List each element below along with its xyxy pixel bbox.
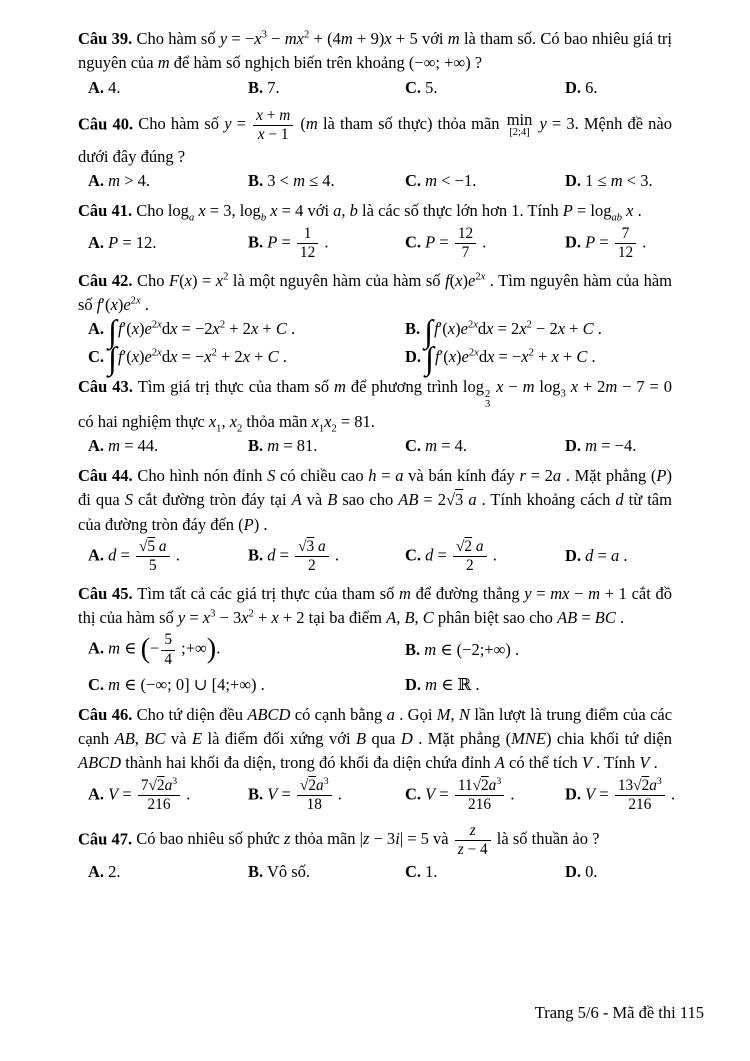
option-B: B. 7. — [248, 77, 280, 97]
option-D: D. 0. — [565, 862, 598, 882]
question-stem — [78, 703, 672, 776]
question-text: Tìm tất cả các giá trị thực của tham số m để đường thẳng y = mx − m + 1 cắt đồ thị của hàm số $y = x^3 - 3x^2 + x + 2$ tại ba điểm A, B, C phân biệt sao cho AB = BC . — [78, 583, 672, 628]
question — [78, 582, 672, 697]
option-C: C. m < −1. — [405, 171, 477, 191]
option-C: C. V = $\frac{11√2a^3}{216}$ . — [405, 775, 515, 813]
option-D: D. $\int f'(x)e^{2x}dx = -x^2 + x + C$ . — [405, 339, 596, 376]
option-B: B. $\int f'(x)e^{2x}dx = 2x^2 - 2x + C$ . — [405, 312, 602, 349]
option-D: D. m ∈ ℝ . — [405, 674, 480, 694]
option-A: A. 2. — [88, 862, 121, 882]
question-number: Câu 41. — [78, 201, 137, 221]
option-D: D. m = −4. — [565, 435, 637, 455]
question-stem — [78, 582, 672, 631]
option-D: D. d = a . — [565, 546, 628, 566]
option-A: A. m ∈ (− $\frac{5}{4}$ ;+∞). — [88, 631, 221, 668]
option-A: A. d = $\frac{√5 a}{5}$ . — [88, 537, 180, 574]
option-B: B. P = $\frac{1}{12}$ . — [248, 224, 329, 261]
question — [78, 375, 672, 458]
option-A: A. 4. — [88, 77, 121, 97]
question-text: Có bao nhiêu số phức z thỏa mãn |z − 3i| = 5 và $\frac{z}{z - 4}$ là số thuần ảo ? — [136, 821, 600, 858]
option-D: D. V = $\frac{13√2a^3}{216}$ . — [565, 775, 676, 813]
option-C: C. m = 4. — [405, 435, 468, 455]
question — [78, 464, 672, 576]
question-text: Cho $F(x) = x^2$ là một nguyên hàm của hàm số $f(x)e^{2x}$ . Tìm nguyên hàm của hàm số $f'(x)e^{2x}$ . — [78, 270, 672, 315]
option-C: C. 1. — [405, 862, 438, 882]
question-stem — [78, 464, 672, 537]
question-text: Cho tứ diện đều ABCD có cạnh bằng a . Gọi M, N lần lượt là trung điểm của các cạnh AB, BC và E là điểm đối xứng với B qua D . Mặt phẳng (MNE) chia khối tứ diện ABCD thành hai khối đa diện, trong đó khối đa diện chứa đỉnh A có thể tích V . Tính V . — [78, 704, 673, 773]
question-text: Cho $\log_a x = 3$, $\log_b x = 4$ với a, b là các số thực lớn hơn 1. Tính $P = \log_{ab} x$ . — [136, 201, 642, 224]
question — [78, 106, 672, 194]
question — [78, 27, 672, 100]
question-text: Cho hình nón đỉnh S có chiều cao h = a và bán kính đáy r = 2a . Mặt phẳng (P) đi qua S cắt đường tròn đáy tại A và B sao cho AB = 2√3 a . Tính khoảng cách d từ tâm của đường tròn đáy đến (P) . — [78, 466, 673, 534]
question-options — [88, 630, 672, 696]
option-C: C. m ∈ (−∞; 0] ∪ [4;+∞) . — [88, 674, 265, 694]
option-A: A. $\int f'(x)e^{2x}dx = -2x^2 + 2x + C$ . — [88, 312, 296, 349]
option-A: A. m = 44. — [88, 435, 159, 455]
question-stem — [78, 199, 672, 223]
question-stem — [78, 106, 672, 169]
question-text: Cho hàm số $y = -x^3 - mx^2 + (4m + 9)x + 5$ với m là tham số. Có bao nhiêu giá trị nguyên của m để hàm số nghịch biến trên khoảng (−∞; +∞) ? — [78, 29, 672, 73]
question-number: Câu 42. — [78, 270, 137, 290]
option-B: B. 3 < m ≤ 4. — [248, 171, 335, 191]
option-A: A. m > 4. — [88, 171, 151, 191]
option-C: C. $\int f'(x)e^{2x}dx = -x^2 + 2x + C$ . — [88, 339, 287, 376]
option-A: A. V = $\frac{7√2a^3}{216}$ . — [88, 775, 191, 813]
question-number: Câu 39. — [78, 29, 137, 48]
option-B: B. d = $\frac{√3 a}{2}$ . — [248, 537, 339, 574]
question — [78, 269, 672, 376]
option-B: B. m = 81. — [248, 435, 318, 455]
question-stem — [78, 27, 672, 76]
question-text: Tìm giá trị thực của tham số m để phương trình log 2 3 x − m $\log_3 x + 2m - 7 = 0$ có hai nghiệm thực $x_1$, $x_2$ thỏa mãn $x_1x_2 = 81$. — [78, 376, 673, 434]
question-options — [88, 860, 672, 884]
question-options — [88, 434, 672, 458]
question-options — [88, 775, 676, 815]
page-footer: Trang 5/6 - Mã đề thi 115 — [534, 1002, 704, 1022]
question-options — [88, 537, 672, 576]
questions — [78, 27, 676, 884]
option-B: B. m ∈ (−2;+∞) . — [405, 639, 520, 659]
option-B: B. V = $\frac{√2a^3}{18}$ . — [248, 775, 342, 813]
option-D: D. 6. — [565, 77, 598, 97]
question-number: Câu 45. — [78, 583, 138, 603]
question-options — [88, 312, 672, 376]
question-options — [88, 76, 672, 100]
option-B: B. Vô số. — [248, 862, 311, 882]
question-options — [88, 169, 672, 193]
question-number: Câu 44. — [78, 466, 138, 486]
question-number: Câu 46. — [78, 704, 137, 724]
question-text: Cho hàm số y = $\frac{x + m}{x - 1}$ (m là tham số thực) thỏa mãn min [2;4] y = 3. Mệnh đề nào dưới đây đúng ? — [78, 106, 673, 166]
option-C: C. P = $\frac{12}{7}$ . — [405, 224, 487, 261]
question-stem — [78, 821, 672, 860]
question — [78, 821, 672, 884]
question — [78, 703, 676, 815]
question-stem — [78, 269, 672, 318]
question-number: Câu 40. — [78, 114, 139, 134]
option-D: D. 1 ≤ m < 3. — [565, 171, 653, 191]
question-number: Câu 43. — [78, 376, 138, 396]
option-C: C. d = $\frac{√2 a}{2}$ . — [405, 537, 497, 574]
option-C: C. 5. — [405, 77, 438, 97]
question-number: Câu 47. — [78, 829, 137, 849]
question-options — [88, 224, 672, 263]
question-stem — [78, 375, 672, 434]
option-D: D. P = $\frac{7}{12}$ . — [565, 224, 647, 261]
question — [78, 199, 672, 262]
option-A: A. P = 12. — [88, 233, 157, 253]
